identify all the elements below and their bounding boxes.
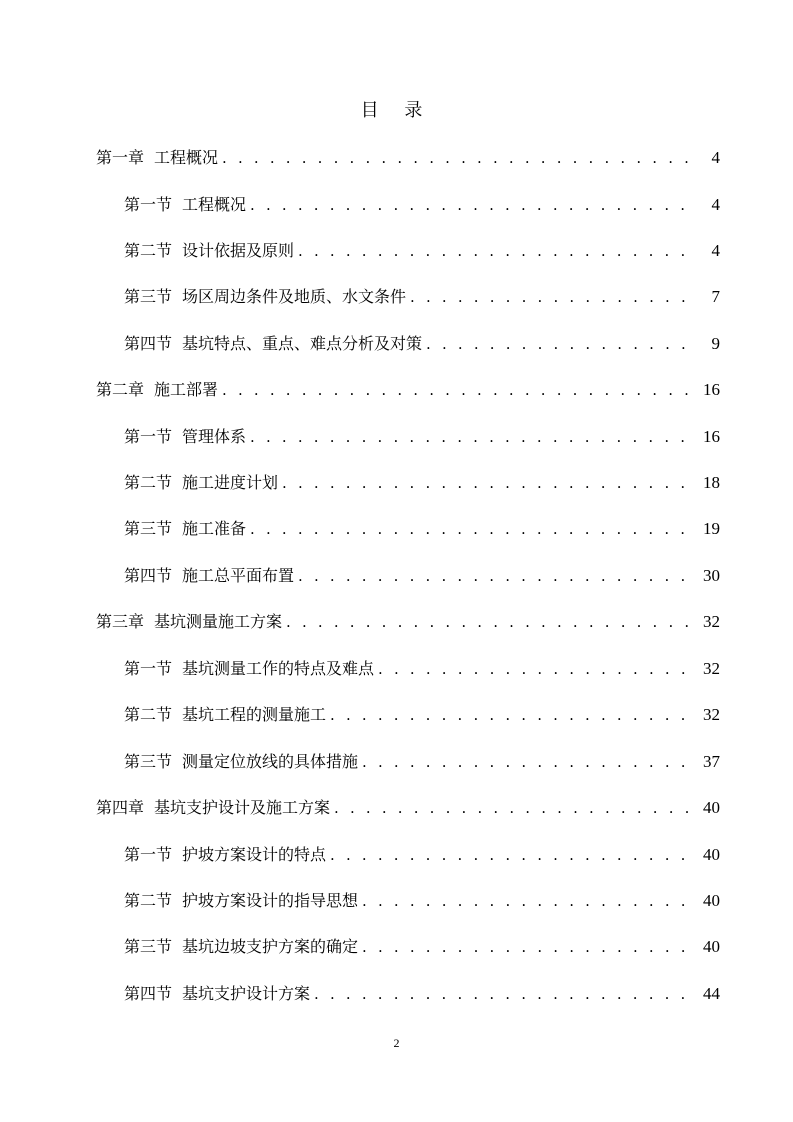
toc-entry-chapter-4[interactable] <box>96 793 720 823</box>
entry-number: 第二章 <box>96 380 145 399</box>
entry-page: 44 <box>703 984 720 1003</box>
dot-leader <box>314 979 694 1009</box>
toc-entry-chapter-2[interactable] <box>96 375 720 405</box>
entry-page: 40 <box>703 891 720 910</box>
dot-leader <box>362 886 694 916</box>
dot-leader <box>426 329 694 359</box>
toc-entry-section[interactable] <box>124 282 720 312</box>
dot-leader <box>330 840 694 870</box>
entry-page: 37 <box>703 752 720 771</box>
entry-title: 施工准备 <box>182 519 247 538</box>
entry-page: 4 <box>711 148 720 167</box>
entry-title: 基坑工程的测量施工 <box>182 705 327 724</box>
entry-title: 工程概况 <box>182 195 247 214</box>
dot-leader <box>298 561 694 591</box>
entry-page: 40 <box>703 798 720 817</box>
toc-entry-section[interactable] <box>124 561 720 591</box>
dot-leader <box>378 654 694 684</box>
toc-entry-section[interactable] <box>124 190 720 220</box>
entry-page: 4 <box>711 241 720 260</box>
entry-page: 32 <box>703 659 720 678</box>
entry-number: 第四节 <box>124 334 173 353</box>
toc-entry-section[interactable] <box>124 422 720 452</box>
dot-leader <box>286 607 694 637</box>
toc-entry-section[interactable] <box>124 236 720 266</box>
entry-page: 9 <box>711 334 720 353</box>
toc-entry-section[interactable] <box>124 700 720 730</box>
toc-entry-section[interactable] <box>124 886 720 916</box>
entry-title: 基坑测量工作的特点及难点 <box>182 659 375 678</box>
entry-page: 18 <box>703 473 720 492</box>
dot-leader <box>250 514 694 544</box>
toc-title: 目 录 <box>360 100 433 121</box>
entry-page: 30 <box>703 566 720 585</box>
entry-title: 基坑边坡支护方案的确定 <box>182 937 359 956</box>
page-number: 2 <box>393 1036 400 1050</box>
entry-number: 第三节 <box>124 752 173 771</box>
entry-number: 第三节 <box>124 519 173 538</box>
entry-title: 基坑特点、重点、难点分析及对策 <box>182 334 423 353</box>
entry-number: 第四节 <box>124 984 173 1003</box>
dot-leader <box>250 190 694 220</box>
dot-leader <box>222 143 694 173</box>
entry-number: 第一节 <box>124 195 173 214</box>
dot-leader <box>282 468 694 498</box>
dot-leader <box>362 932 694 962</box>
toc-entry-chapter-1[interactable] <box>96 143 720 173</box>
entry-page: 4 <box>711 195 720 214</box>
entry-title: 施工总平面布置 <box>182 566 295 585</box>
entry-page: 7 <box>711 287 720 306</box>
toc-entry-section[interactable] <box>124 329 720 359</box>
entry-title: 工程概况 <box>154 148 219 167</box>
entry-title: 基坑支护设计及施工方案 <box>154 798 331 817</box>
dot-leader <box>250 422 694 452</box>
entry-title: 测量定位放线的具体措施 <box>182 752 359 771</box>
toc-entry-section[interactable] <box>124 840 720 870</box>
entry-number: 第三章 <box>96 612 145 631</box>
dot-leader <box>222 375 694 405</box>
entry-title: 施工部署 <box>154 380 219 399</box>
entry-number: 第二节 <box>124 473 173 492</box>
dot-leader <box>330 700 694 730</box>
entry-page: 16 <box>703 427 720 446</box>
entry-title: 基坑支护设计方案 <box>182 984 311 1003</box>
toc-entry-section[interactable] <box>124 468 720 498</box>
entry-number: 第一节 <box>124 659 173 678</box>
toc-entry-section[interactable] <box>124 979 720 1009</box>
dot-leader <box>362 747 694 777</box>
dot-leader <box>298 236 694 266</box>
entry-title: 基坑测量施工方案 <box>154 612 283 631</box>
toc-entry-section[interactable] <box>124 654 720 684</box>
entry-title: 场区周边条件及地质、水文条件 <box>182 287 407 306</box>
entry-page: 19 <box>703 519 720 538</box>
entry-page: 40 <box>703 845 720 864</box>
toc-entry-section[interactable] <box>124 932 720 962</box>
entry-number: 第二节 <box>124 891 173 910</box>
entry-number: 第四节 <box>124 566 173 585</box>
entry-title: 护坡方案设计的指导思想 <box>182 891 359 910</box>
entry-number: 第一章 <box>96 148 145 167</box>
entry-page: 32 <box>703 612 720 631</box>
toc-entry-section[interactable] <box>124 514 720 544</box>
toc-entry-section[interactable] <box>124 747 720 777</box>
entry-title: 护坡方案设计的特点 <box>182 845 327 864</box>
dot-leader <box>410 282 694 312</box>
entry-page: 40 <box>703 937 720 956</box>
entry-title: 施工进度计划 <box>182 473 279 492</box>
entry-page: 32 <box>703 705 720 724</box>
entry-number: 第一节 <box>124 427 173 446</box>
entry-number: 第四章 <box>96 798 145 817</box>
entry-number: 第一节 <box>124 845 173 864</box>
dot-leader <box>334 793 694 823</box>
entry-page: 16 <box>703 380 720 399</box>
toc-entry-chapter-3[interactable] <box>96 607 720 637</box>
entry-number: 第三节 <box>124 287 173 306</box>
entry-number: 第二节 <box>124 241 173 260</box>
entry-number: 第三节 <box>124 937 173 956</box>
entry-title: 设计依据及原则 <box>182 241 295 260</box>
entry-number: 第二节 <box>124 705 173 724</box>
entry-title: 管理体系 <box>182 427 247 446</box>
